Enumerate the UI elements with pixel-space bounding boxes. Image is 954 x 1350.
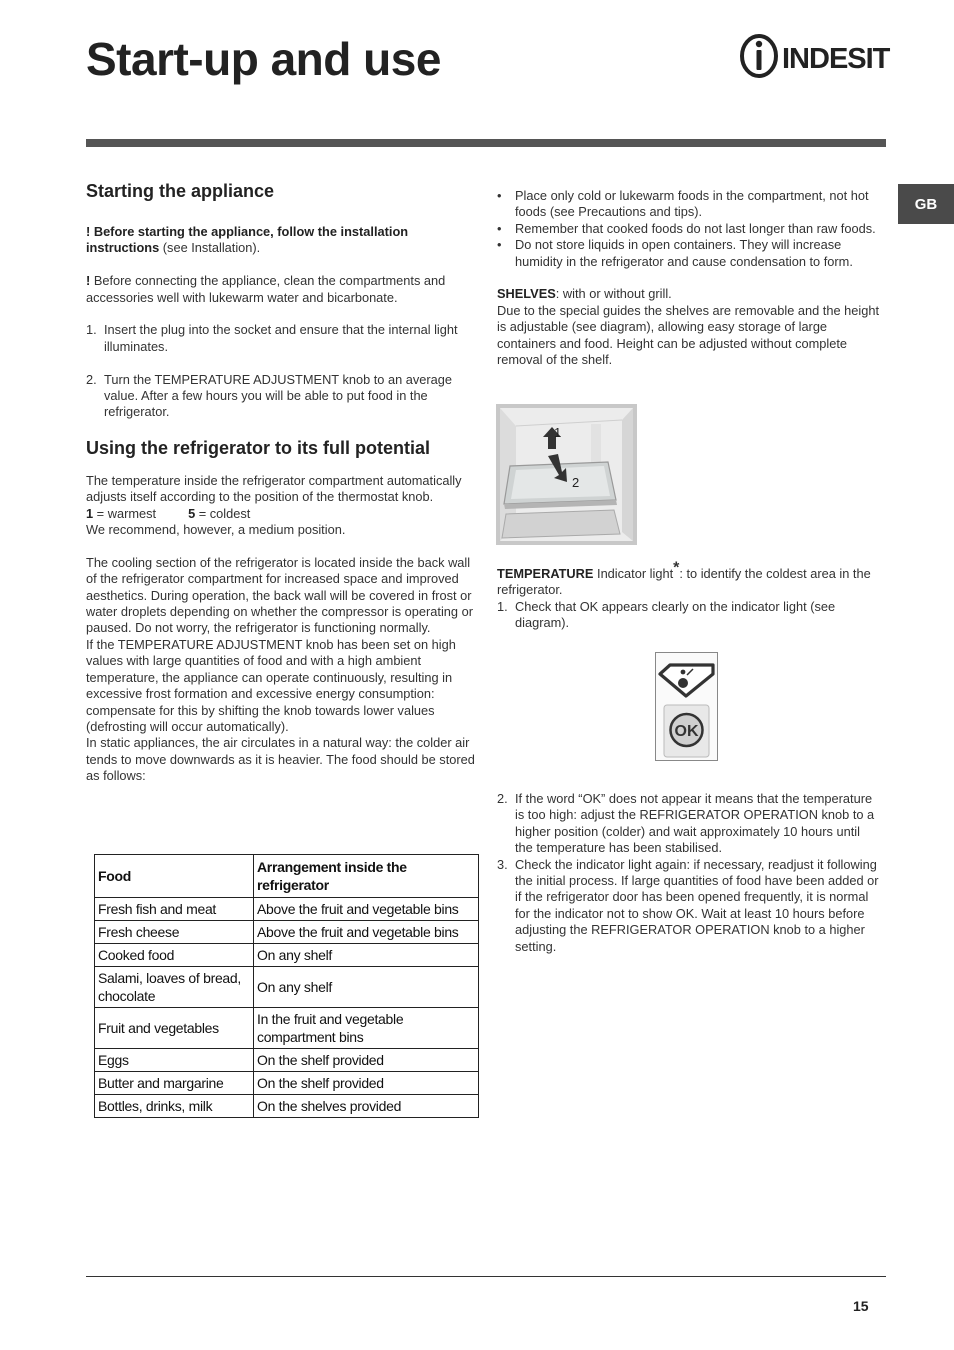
list-item <box>497 791 881 857</box>
table-cell: Fresh fish and meat <box>95 898 254 921</box>
warmest-number: 1 <box>86 505 94 521</box>
table-cell: Salami, loaves of bread, chocolate <box>95 967 254 1008</box>
knob-text: If the TEMPERATURE ADJUSTMENT knob has been set on high values with large quantities of food and with a high ambient temperature, the appliance can operate continuously, resulting in excessive frost formation and excessive energy consumption: compensate for this by shifting the knob towards lower values (defrosting will occur automatically). <box>86 636 456 734</box>
temperature-rest: : to identify the coldest area in the refrigerator. <box>497 566 871 598</box>
list-item <box>497 857 881 955</box>
table-header-arrangement: Arrangement inside the refrigerator <box>254 855 479 898</box>
table-row <box>95 967 479 1008</box>
list-item: • Do not store liquids in open containers. They will increase humidity in the refrigerator and cause condensation to form. <box>497 237 881 270</box>
indesit-logo <box>738 32 903 80</box>
section-heading-using: Using the refrigerator to its full potential <box>86 437 431 458</box>
ok-symbol-text: OK <box>674 723 699 740</box>
warning-cleaning-text: Before connecting the appliance, clean the compartments and accessories well with lukewarm water and bicarbonate. <box>86 273 446 305</box>
warning-bold-text: Before starting the appliance, follow the installation instructions <box>86 224 409 256</box>
list-item: • Place only cold or lukewarm foods in the compartment, not hot foods (see Precautions and tips). <box>497 188 881 221</box>
table-row <box>95 921 479 944</box>
list-item: • Remember that cooked foods do not last longer than raw foods. <box>497 221 881 237</box>
step-number: 1. <box>86 322 97 338</box>
table-cell: Bottles, drinks, milk <box>95 1095 254 1118</box>
step-number: 2. <box>86 371 97 387</box>
warning-cleaning <box>86 273 480 306</box>
table-header-row <box>95 855 479 898</box>
shelves-intro <box>497 286 881 302</box>
language-tab: GB <box>898 184 954 224</box>
table-cell: Above the fruit and vegetable bins <box>254 898 479 921</box>
table-row <box>95 944 479 967</box>
asterisk-mark: * <box>673 559 680 577</box>
brand-wordmark: INDESIT <box>782 43 890 75</box>
table-row <box>95 1008 479 1049</box>
step-text: If the word “OK” does not appear it means that the temperature is too high: adjust the REFRIGERATOR OPERATION knob to a higher position (colder) and wait approximately 10 hours until the temperature has been stabilised. <box>515 791 875 856</box>
shelves-text: Due to the special guides the shelves are removable and the height is adjustable (see diagram), allowing easy storage of large containers and food. Height can be adjusted without complete removal of the shelf. <box>497 302 880 368</box>
table-row <box>95 1072 479 1095</box>
table-cell: On the shelf provided <box>254 1072 479 1095</box>
page-title: Start-up and use <box>86 33 441 85</box>
static-text: In static appliances, the air circulates in a natural way: the colder air tends to move downwards as it is heavier. The food should be stored as follows: <box>86 735 475 784</box>
table-row <box>95 898 479 921</box>
recommendation-text: We recommend, however, a medium position. <box>86 522 346 538</box>
indicator-steps-list <box>497 791 881 955</box>
food-storage-table <box>94 854 479 1118</box>
food-tips-list <box>497 188 881 270</box>
coldest-label: = coldest <box>195 505 251 521</box>
page-number: 15 <box>853 1298 869 1314</box>
temperature-mid: Indicator light <box>593 566 674 581</box>
startup-steps <box>86 322 480 420</box>
footer-rule <box>86 1276 886 1277</box>
shelves-label: SHELVES <box>497 286 556 302</box>
table-cell: On the shelves provided <box>254 1095 479 1118</box>
step-number: 2. <box>497 791 508 806</box>
step-text: Turn the TEMPERATURE ADJUSTMENT knob to an average value. After a few hours you will be able to put food in the refrigerator. <box>104 371 453 420</box>
table-cell: Fruit and vegetables <box>95 1008 254 1049</box>
table-cell: On the shelf provided <box>254 1049 479 1072</box>
warning-rest-text: (see Installation). <box>159 240 261 256</box>
shelves-rest: : with or without grill. <box>555 286 672 302</box>
thermostat-scale <box>86 506 480 522</box>
indicator-steps <box>497 599 881 632</box>
table-cell: Cooked food <box>95 944 254 967</box>
table-cell: Butter and margarine <box>95 1072 254 1095</box>
temperature-intro <box>497 559 881 599</box>
step-number: 3. <box>497 856 508 872</box>
table-cell: In the fruit and vegetable compartment bins <box>254 1008 479 1049</box>
list-item <box>497 599 881 632</box>
step-number: 1. <box>497 598 508 614</box>
table-cell: Eggs <box>95 1049 254 1072</box>
indicator-steps-continued <box>497 791 881 955</box>
section-heading-starting: Starting the appliance <box>86 181 275 201</box>
header-rule <box>86 139 886 147</box>
temperature-indicator-diagram <box>655 652 718 761</box>
diagram-label-2: 2 <box>572 475 580 490</box>
temperature-label: TEMPERATURE <box>497 566 594 581</box>
right-column <box>497 188 881 368</box>
table-header-food: Food <box>95 855 254 898</box>
list-item <box>86 372 480 421</box>
diagram-label-1: 1 <box>554 425 562 440</box>
thermostat-text: The temperature inside the refrigerator compartment automatically adjusts itself according to the position of the thermostat knob. <box>86 472 462 505</box>
table-cell: On any shelf <box>254 967 479 1008</box>
table-row <box>95 1095 479 1118</box>
warning-mark: ! <box>86 273 91 289</box>
table-row <box>95 1049 479 1072</box>
step-text: Insert the plug into the socket and ensure that the internal light illuminates. <box>104 322 458 354</box>
shelf-adjustment-diagram <box>496 404 637 545</box>
left-column <box>86 180 480 785</box>
step-text: Check that OK appears clearly on the indicator light (see diagram). <box>515 598 836 631</box>
table-cell: On any shelf <box>254 944 479 967</box>
coldest-number: 5 <box>188 505 196 521</box>
temperature-section <box>497 559 881 632</box>
table-cell: Above the fruit and vegetable bins <box>254 921 479 944</box>
cooling-text: The cooling section of the refrigerator is located inside the back wall of the refrigerator compartment for increased space and improved aesthetics. During operation, the back wall will be covered in frost or water droplets depending on whether the compressor is operating or paused. Do not worry, the refrigerator is functioning normally. <box>86 554 473 636</box>
table-cell: Fresh cheese <box>95 921 254 944</box>
warning-mark: ! <box>86 224 91 239</box>
step-text: Check the indicator light again: if necessary, readjust it following the initial process. If large quantities of food have been added or if the refrigerator door has been opened frequently, it is normal for the indicator not to show OK. Wait at least 10 hours before adjusting the REFRIGERATOR OPERATION knob to a higher setting. <box>515 856 879 954</box>
warmest-label: = warmest <box>93 505 157 521</box>
list-item <box>86 322 480 355</box>
warning-installation <box>86 224 480 257</box>
